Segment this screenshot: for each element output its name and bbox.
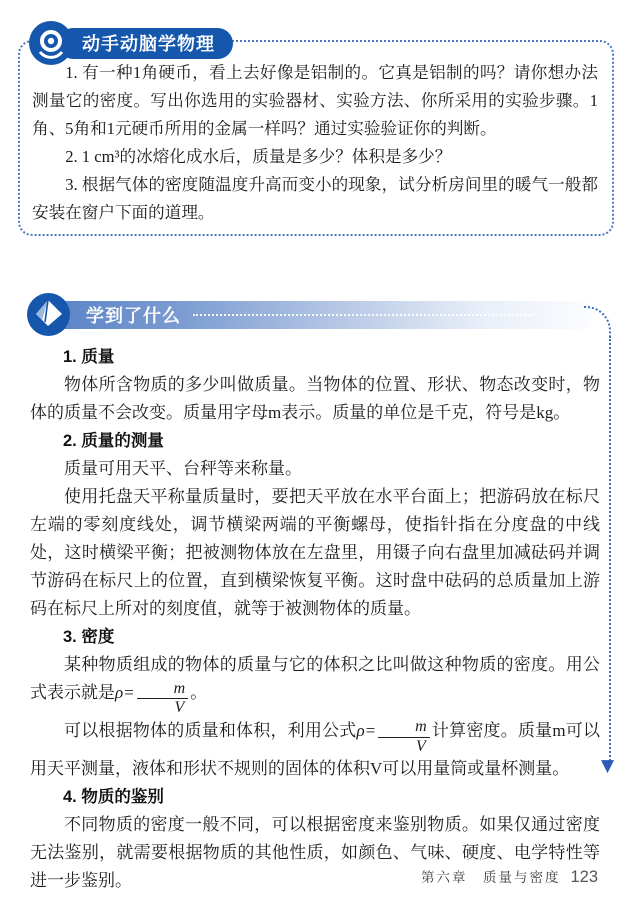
flow-arrow-line bbox=[609, 336, 611, 764]
density-paragraph-1 bbox=[30, 651, 600, 717]
lens-circle-icon bbox=[28, 20, 74, 66]
formula2-lhs: ρ= bbox=[356, 721, 377, 741]
summary-band bbox=[50, 301, 592, 329]
activity-header bbox=[28, 20, 233, 66]
activity-item-2: 2. 1 cm³的冰熔化成水后，质量是多少？体积是多少？ bbox=[65, 147, 452, 166]
formula-fraction bbox=[137, 681, 189, 718]
section-title-mass: 1. 质量 bbox=[63, 348, 115, 366]
footer-chapter: 第六章 质量与密度 bbox=[420, 870, 561, 885]
formula-lhs: ρ= bbox=[115, 683, 135, 702]
summary-header bbox=[26, 292, 592, 338]
formula2-numerator: m bbox=[378, 719, 430, 738]
measurement-paragraph-1: 质量可用天平、台秤等来称量。 bbox=[64, 459, 302, 478]
density-p1-text: 某种物质组成的物体的质量与它的体积之比叫做这种物质的密度。用公式表示就是 bbox=[30, 655, 600, 702]
density-p2-text: 可以根据物体的质量和体积，利用公式 bbox=[64, 721, 357, 741]
activity-item-3: 3. 根据气体的密度随温度升高而变小的现象，试分析房间里的暖气一般都安装在窗户下面的道理。 bbox=[32, 175, 598, 222]
activity-content bbox=[20, 42, 612, 233]
book-pen-icon bbox=[26, 292, 71, 337]
density-paragraph-2 bbox=[30, 717, 600, 783]
band-dotted-line bbox=[193, 314, 533, 316]
formula2-fraction bbox=[378, 719, 430, 756]
density-p2-end: 计算密度。质量m可以用天平测量，液体和形状不规则的固体的体积V可以用量筒或量杯测量。 bbox=[30, 721, 601, 779]
footer-page-number: 123 bbox=[570, 868, 598, 886]
formula-denominator: V bbox=[174, 699, 185, 717]
activity-item-1: 1. 有一种1角硬币，看上去好像是铝制的。它真是铝制的吗？请你想办法测量它的密度。写出你选用的实验器材、实验方法、你所采用的实验步骤。1角、5角和1元硬币所用的金属一样吗？通过实验验证你的判断。 bbox=[32, 63, 598, 138]
section-title-density: 3. 密度 bbox=[63, 628, 115, 646]
density-p1-end: 。 bbox=[190, 683, 208, 702]
summary-title: 学到了什么 bbox=[86, 306, 181, 326]
activity-title: 动手动脑学物理 bbox=[58, 28, 233, 59]
page-footer bbox=[421, 866, 598, 887]
section-title-identification: 4. 物质的鉴别 bbox=[63, 788, 164, 807]
mass-paragraph: 物体所含物质的多少叫做质量。当物体的位置、形状、物态改变时，物体的质量不会改变。质量用字母m表示。质量的单位是千克，符号是kg。 bbox=[30, 375, 600, 422]
flow-arrow-curve bbox=[584, 306, 611, 338]
identification-paragraph: 不同物质的密度一般不同，可以根据密度来鉴别物质。如果仅通过密度无法鉴别，就需要根据物质的其他性质，如颜色、气味、硬度、电学特性等进一步鉴别。 bbox=[30, 815, 600, 891]
activity-box bbox=[18, 34, 614, 236]
arrow-down-icon: ▼ bbox=[601, 756, 615, 776]
measurement-paragraph-2: 使用托盘天平称量质量时，要把天平放在水平台面上；把游码放在标尺左端的零刻度线处，调节横梁两端的平衡螺母，使指针指在分度盘的中线处，这时横梁平衡；把被测物体放在左盘里，用镊子向右盘里加减砝码并调节游码在标尺上的位置，直到横梁恢复平衡。这时盘中砝码的总质量加上游码在标尺上所对的刻度值，就等于被测物体的质量。 bbox=[30, 487, 600, 618]
section-title-mass-measurement: 2. 质量的测量 bbox=[63, 432, 164, 450]
summary-body bbox=[30, 343, 600, 895]
formula-numerator: m bbox=[137, 681, 189, 700]
formula2-denominator: V bbox=[416, 737, 426, 755]
